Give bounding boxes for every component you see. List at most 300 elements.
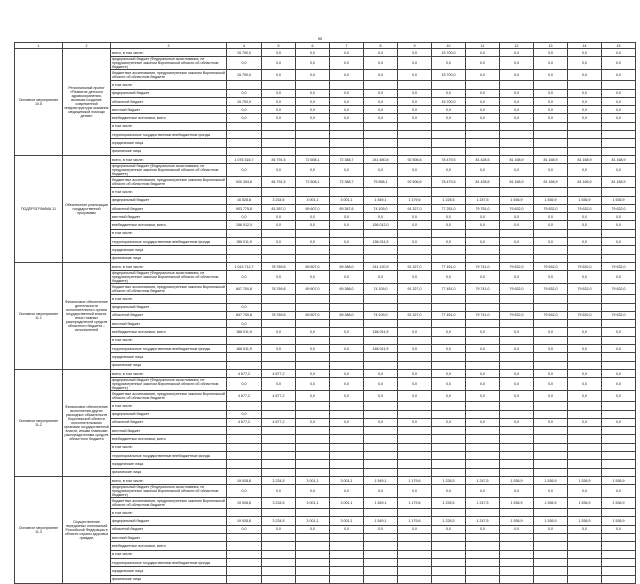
value-cell — [466, 353, 500, 361]
value-cell — [602, 534, 636, 542]
value-cell: 1 013 712,7 — [227, 262, 262, 270]
value-cell — [364, 427, 398, 435]
value-cell: 166 011,9 — [227, 345, 262, 353]
value-cell — [602, 81, 636, 89]
value-cell — [500, 451, 534, 459]
value-cell — [466, 402, 500, 410]
value-cell: 166 011,9 — [227, 328, 262, 336]
value-cell — [364, 451, 398, 459]
value-cell: 0,0 — [296, 164, 330, 177]
value-cell — [534, 229, 568, 237]
source-cell: областной бюджет — [111, 204, 227, 212]
value-cell: 1 536,9 — [534, 476, 568, 484]
value-cell: 74 109,0 — [364, 204, 398, 212]
value-cell: 0,0 — [330, 238, 364, 246]
value-cell — [398, 550, 432, 558]
value-cell — [432, 320, 466, 328]
value-cell: 1 536,9 — [568, 196, 602, 204]
source-cell: бюджетные ассигнования, предусмотренные законом Воронежской области об областном бюджете — [112, 499, 225, 508]
value-cell: 15 700,0 — [432, 70, 466, 81]
value-cell — [602, 550, 636, 558]
level-cell: ПОДПРОГРАММА 11 — [15, 155, 63, 262]
value-cell — [262, 188, 296, 196]
value-cell: 0,0 — [364, 378, 398, 391]
value-cell: 0,0 — [262, 164, 296, 177]
value-cell: 0,0 — [534, 70, 568, 81]
value-cell — [262, 131, 296, 139]
source-cell: всего, в том числе: — [111, 476, 227, 484]
source-cell: в том числе: — [111, 229, 227, 237]
value-cell — [364, 435, 398, 443]
value-cell — [568, 460, 602, 468]
value-cell: 0,0 — [262, 328, 296, 336]
value-cell — [602, 558, 636, 566]
source-cell: территориальные государственные внебюджетные фонды — [111, 131, 227, 139]
value-cell: 0,0 — [227, 106, 262, 114]
value-cell — [262, 427, 296, 435]
value-cell — [500, 410, 534, 418]
value-cell — [534, 361, 568, 369]
value-cell: 0,0 — [466, 89, 500, 97]
value-cell: 0,0 — [227, 378, 262, 391]
value-cell: 0,0 — [568, 97, 602, 105]
value-cell: 0,0 — [296, 97, 330, 105]
value-cell: 0,0 — [262, 525, 296, 533]
value-cell: 0,0 — [432, 271, 466, 284]
value-cell — [330, 122, 364, 130]
value-cell: 91 327,0 — [398, 262, 432, 270]
value-cell — [534, 147, 568, 155]
value-cell: 156 012,0 — [364, 221, 398, 229]
value-cell: 0,0 — [602, 97, 636, 105]
value-cell: 4 677,2 — [227, 369, 262, 377]
value-cell — [500, 460, 534, 468]
value-cell: 69 607,0 — [296, 204, 330, 212]
value-cell — [227, 460, 262, 468]
value-cell: 0,0 — [500, 70, 534, 81]
value-cell — [602, 361, 636, 369]
value-cell — [602, 427, 636, 435]
value-cell — [227, 353, 262, 361]
value-cell — [534, 427, 568, 435]
value-cell: 0,0 — [500, 213, 534, 221]
value-cell: 0,0 — [432, 57, 466, 70]
value-cell: 0,0 — [296, 525, 330, 533]
value-cell — [432, 229, 466, 237]
value-cell: 0,0 — [262, 89, 296, 97]
value-cell: 0,0 — [500, 345, 534, 353]
value-cell — [262, 361, 296, 369]
value-cell: 0,0 — [500, 164, 534, 177]
value-cell: 0,0 — [500, 525, 534, 533]
value-cell: 79 741,0 — [466, 262, 500, 270]
value-cell — [568, 139, 602, 147]
value-cell: 0,0 — [432, 345, 466, 353]
name-cell: Региональный проект «Развитие детского здравоохранения, включая создание современной инфраструктуры оказания медицинской помощи детям» — [63, 49, 111, 156]
value-cell: 1 549,1 — [364, 196, 398, 204]
value-cell: 0,0 — [466, 328, 500, 336]
value-cell — [262, 320, 296, 328]
source-cell: федеральный бюджет — [111, 303, 227, 311]
value-cell: 0,0 — [398, 485, 432, 498]
name-cell: Обеспечение реализации государственной программы — [63, 155, 111, 262]
value-cell — [568, 81, 602, 89]
value-cell — [296, 451, 330, 459]
value-cell: 0,0 — [364, 164, 398, 177]
value-cell: 847 700,8 — [227, 311, 262, 319]
value-cell — [500, 131, 534, 139]
value-cell: 3 234,5 — [262, 517, 296, 525]
value-cell: 0,0 — [364, 89, 398, 97]
value-cell — [262, 534, 296, 542]
value-cell — [398, 443, 432, 451]
value-cell: 0,0 — [466, 391, 500, 402]
value-cell: 0,0 — [500, 328, 534, 336]
value-cell — [330, 320, 364, 328]
value-cell: 0,0 — [568, 485, 602, 498]
name-cell: Осуществление переданных полномочий Российской Федерации в области охраны здоровья граждан — [63, 476, 111, 583]
value-cell: 0,0 — [296, 378, 330, 391]
value-cell — [568, 336, 602, 344]
value-cell — [534, 188, 568, 196]
value-cell — [432, 575, 466, 583]
value-cell — [500, 509, 534, 517]
value-cell — [262, 410, 296, 418]
source-cell: всего, в том числе: — [111, 262, 227, 270]
value-cell: 0,0 — [466, 525, 500, 533]
source-cell: физические лица — [111, 254, 227, 262]
value-cell: 0,0 — [398, 114, 432, 122]
value-cell — [500, 353, 534, 361]
value-cell: 0,0 — [330, 164, 364, 177]
value-cell — [227, 139, 262, 147]
value-cell: 0,0 — [364, 369, 398, 377]
value-cell — [398, 336, 432, 344]
value-cell: 0,0 — [398, 164, 432, 177]
value-cell: 0,0 — [330, 49, 364, 57]
value-cell — [500, 81, 534, 89]
value-cell — [364, 147, 398, 155]
value-cell: 0,0 — [364, 271, 398, 284]
value-cell: 1 179,6 — [398, 498, 432, 509]
header-cell: 13 — [534, 43, 568, 49]
source-cell: юридические лица — [111, 567, 227, 575]
value-cell — [262, 139, 296, 147]
value-cell — [534, 139, 568, 147]
value-cell — [296, 460, 330, 468]
value-cell: 166 011,9 — [364, 328, 398, 336]
value-cell — [568, 567, 602, 575]
value-cell: 0,0 — [568, 345, 602, 353]
source-cell: бюджетные ассигнования, предусмотренные законом Воронежской области об областном бюджете — [112, 392, 225, 401]
value-cell — [227, 443, 262, 451]
value-cell — [534, 295, 568, 303]
value-cell — [398, 131, 432, 139]
value-cell — [500, 575, 534, 583]
value-cell: 0,0 — [398, 418, 432, 426]
value-cell: 4 677,2 — [227, 418, 262, 426]
value-cell: 15 700,0 — [227, 70, 262, 81]
value-cell — [432, 534, 466, 542]
value-cell: 0,0 — [500, 369, 534, 377]
value-cell — [602, 147, 636, 155]
value-cell: 0,0 — [534, 221, 568, 229]
source-cell: местный бюджет — [111, 320, 227, 328]
value-cell: 0,0 — [534, 97, 568, 105]
value-cell — [466, 295, 500, 303]
value-cell — [364, 460, 398, 468]
value-cell — [227, 435, 262, 443]
value-cell — [602, 353, 636, 361]
value-cell: 4 677,2 — [262, 369, 296, 377]
value-cell — [500, 468, 534, 476]
value-cell: 0,0 — [227, 485, 262, 498]
value-cell — [296, 147, 330, 155]
value-cell — [534, 254, 568, 262]
value-cell: 72 608,1 — [296, 177, 330, 188]
value-cell — [296, 468, 330, 476]
value-cell: 3 001,1 — [296, 196, 330, 204]
value-cell — [466, 575, 500, 583]
value-cell: 0,0 — [364, 213, 398, 221]
value-cell — [262, 558, 296, 566]
value-cell: 3 001,1 — [330, 476, 364, 484]
value-cell — [227, 575, 262, 583]
value-cell: 0,0 — [500, 271, 534, 284]
value-cell: 1 536,9 — [534, 196, 568, 204]
value-cell — [568, 468, 602, 476]
value-cell: 0,0 — [602, 106, 636, 114]
name-cell: Финансовое обеспечение выполнения других расходных обязательств Воронежской области исполнительными органами государственной власти, иными главными распорядителями средств областного бюджета — [63, 369, 111, 476]
value-cell — [602, 295, 636, 303]
value-cell: 0,0 — [262, 485, 296, 498]
value-cell — [296, 131, 330, 139]
value-cell: 0,0 — [262, 378, 296, 391]
value-cell: 0,0 — [534, 114, 568, 122]
value-cell — [262, 509, 296, 517]
value-cell: 78 769,8 — [262, 262, 296, 270]
table-row — [15, 476, 636, 484]
value-cell — [330, 443, 364, 451]
value-cell: 0,0 — [602, 89, 636, 97]
value-cell: 0,0 — [534, 271, 568, 284]
value-cell — [296, 361, 330, 369]
value-cell: 0,0 — [500, 485, 534, 498]
value-cell — [227, 131, 262, 139]
table-row — [15, 262, 636, 270]
source-cell: областной бюджет — [111, 97, 227, 105]
value-cell: 0,0 — [432, 369, 466, 377]
value-cell — [364, 402, 398, 410]
value-cell — [296, 303, 330, 311]
value-cell — [364, 509, 398, 517]
value-cell: 0,0 — [262, 106, 296, 114]
value-cell — [330, 303, 364, 311]
value-cell: 1 179,6 — [398, 476, 432, 484]
value-cell: 79 632,0 — [602, 262, 636, 270]
value-cell: 79 632,0 — [534, 262, 568, 270]
value-cell — [364, 131, 398, 139]
value-cell: 920 304,6 — [227, 177, 262, 188]
value-cell: 0,0 — [296, 369, 330, 377]
value-cell — [602, 131, 636, 139]
value-cell: 1 536,9 — [500, 476, 534, 484]
value-cell — [432, 147, 466, 155]
value-cell: 0,0 — [296, 213, 330, 221]
value-cell: 0,0 — [364, 49, 398, 57]
source-cell: областной бюджет — [111, 418, 227, 426]
value-cell: 0,0 — [568, 271, 602, 284]
value-cell: 0,0 — [534, 49, 568, 57]
value-cell: 0,0 — [568, 391, 602, 402]
value-cell: 0,0 — [568, 418, 602, 426]
value-cell — [568, 575, 602, 583]
name-cell: Финансовое обеспечение деятельности исполнительного органа государственной власти, иных главных распорядителей средств областного бюджета – исполнителей — [63, 262, 111, 369]
value-cell: 0,0 — [227, 320, 262, 328]
value-cell — [568, 122, 602, 130]
value-cell — [602, 435, 636, 443]
value-cell: 81 557,0 — [262, 204, 296, 212]
value-cell: 74 109,0 — [364, 311, 398, 319]
value-cell — [534, 451, 568, 459]
value-cell — [364, 542, 398, 550]
value-cell — [602, 188, 636, 196]
value-cell: 0,0 — [330, 57, 364, 70]
value-cell: 79 632,0 — [534, 311, 568, 319]
value-cell — [296, 402, 330, 410]
value-cell — [398, 353, 432, 361]
value-cell: 91 327,0 — [398, 311, 432, 319]
value-cell — [466, 558, 500, 566]
value-cell: 166 011,9 — [364, 345, 398, 353]
source-cell: федеральный бюджет — [111, 196, 227, 204]
value-cell — [262, 254, 296, 262]
value-cell — [364, 122, 398, 130]
value-cell: 0,0 — [330, 114, 364, 122]
value-cell: 0,0 — [534, 57, 568, 70]
value-cell — [534, 567, 568, 575]
value-cell — [296, 353, 330, 361]
value-cell — [432, 336, 466, 344]
value-cell: 0,0 — [432, 114, 466, 122]
value-cell — [466, 542, 500, 550]
value-cell — [602, 460, 636, 468]
value-cell — [227, 246, 262, 254]
value-cell: 0,0 — [398, 391, 432, 402]
value-cell — [262, 575, 296, 583]
value-cell — [500, 402, 534, 410]
value-cell — [262, 567, 296, 575]
header-cell: 12 — [500, 43, 534, 49]
value-cell — [262, 443, 296, 451]
value-cell — [262, 229, 296, 237]
value-cell: 3 234,5 — [262, 196, 296, 204]
value-cell — [568, 131, 602, 139]
value-cell: 241 120,9 — [364, 262, 398, 270]
value-cell: 0,0 — [262, 49, 296, 57]
value-cell — [500, 295, 534, 303]
value-cell: 79 632,0 — [500, 262, 534, 270]
value-cell — [262, 550, 296, 558]
value-cell: 1 536,9 — [568, 517, 602, 525]
value-cell: 0,0 — [330, 418, 364, 426]
value-cell — [398, 468, 432, 476]
header-cell: 8 — [364, 43, 398, 49]
source-cell: юридические лица — [111, 353, 227, 361]
header-cell: 4 — [227, 43, 262, 49]
source-cell: физические лица — [111, 575, 227, 583]
value-cell: 0,0 — [398, 70, 432, 81]
value-cell — [330, 353, 364, 361]
value-cell — [602, 567, 636, 575]
value-cell: 0,0 — [500, 89, 534, 97]
value-cell: 0,0 — [602, 221, 636, 229]
value-cell — [568, 542, 602, 550]
table-row — [15, 369, 636, 377]
value-cell — [568, 410, 602, 418]
source-cell: физические лица — [111, 147, 227, 155]
source-cell: территориальные государственные внебюджетные фонды — [111, 558, 227, 566]
value-cell: 69 388,0 — [330, 262, 364, 270]
value-cell — [330, 509, 364, 517]
value-cell — [432, 122, 466, 130]
value-cell: 0,0 — [534, 378, 568, 391]
source-cell: территориальные государственные внебюджетные фонды — [111, 345, 227, 353]
value-cell: 77 451,0 — [432, 262, 466, 270]
value-cell: 847 700,8 — [227, 284, 262, 295]
value-cell — [330, 295, 364, 303]
value-cell — [227, 188, 262, 196]
value-cell: 0,0 — [330, 378, 364, 391]
value-cell: 0,0 — [296, 57, 330, 70]
value-cell: 92 506,6 — [398, 155, 432, 163]
value-cell — [534, 81, 568, 89]
value-cell: 0,0 — [466, 485, 500, 498]
value-cell: 19 928,8 — [227, 517, 262, 525]
value-cell — [330, 131, 364, 139]
table-row — [15, 155, 636, 163]
value-cell — [432, 131, 466, 139]
value-cell — [262, 122, 296, 130]
value-cell — [330, 460, 364, 468]
value-cell: 81 168,9 — [500, 177, 534, 188]
value-cell: 0,0 — [500, 238, 534, 246]
header-cell: 14 — [568, 43, 602, 49]
value-cell: 0,0 — [364, 57, 398, 70]
value-cell — [568, 188, 602, 196]
value-cell: 84 791,5 — [262, 155, 296, 163]
value-cell — [500, 303, 534, 311]
value-cell — [296, 567, 330, 575]
value-cell: 0,0 — [227, 114, 262, 122]
value-cell: 79 632,0 — [602, 204, 636, 212]
value-cell: 78 769,8 — [262, 284, 296, 295]
source-cell: федеральный бюджет (Федеральные ассигнования, не предусмотренные законом Воронежской области об областном бюджете) — [111, 57, 227, 70]
value-cell: 0,0 — [262, 271, 296, 284]
value-cell: 3 001,1 — [330, 498, 364, 509]
value-cell: 79 632,0 — [568, 284, 602, 295]
value-cell: 1 536,9 — [500, 196, 534, 204]
value-cell — [602, 229, 636, 237]
value-cell — [534, 353, 568, 361]
value-cell: 1 536,9 — [534, 517, 568, 525]
header-cell: 15 — [602, 43, 636, 49]
value-cell — [568, 320, 602, 328]
value-cell — [432, 558, 466, 566]
value-cell — [602, 303, 636, 311]
value-cell — [262, 81, 296, 89]
value-cell — [330, 410, 364, 418]
